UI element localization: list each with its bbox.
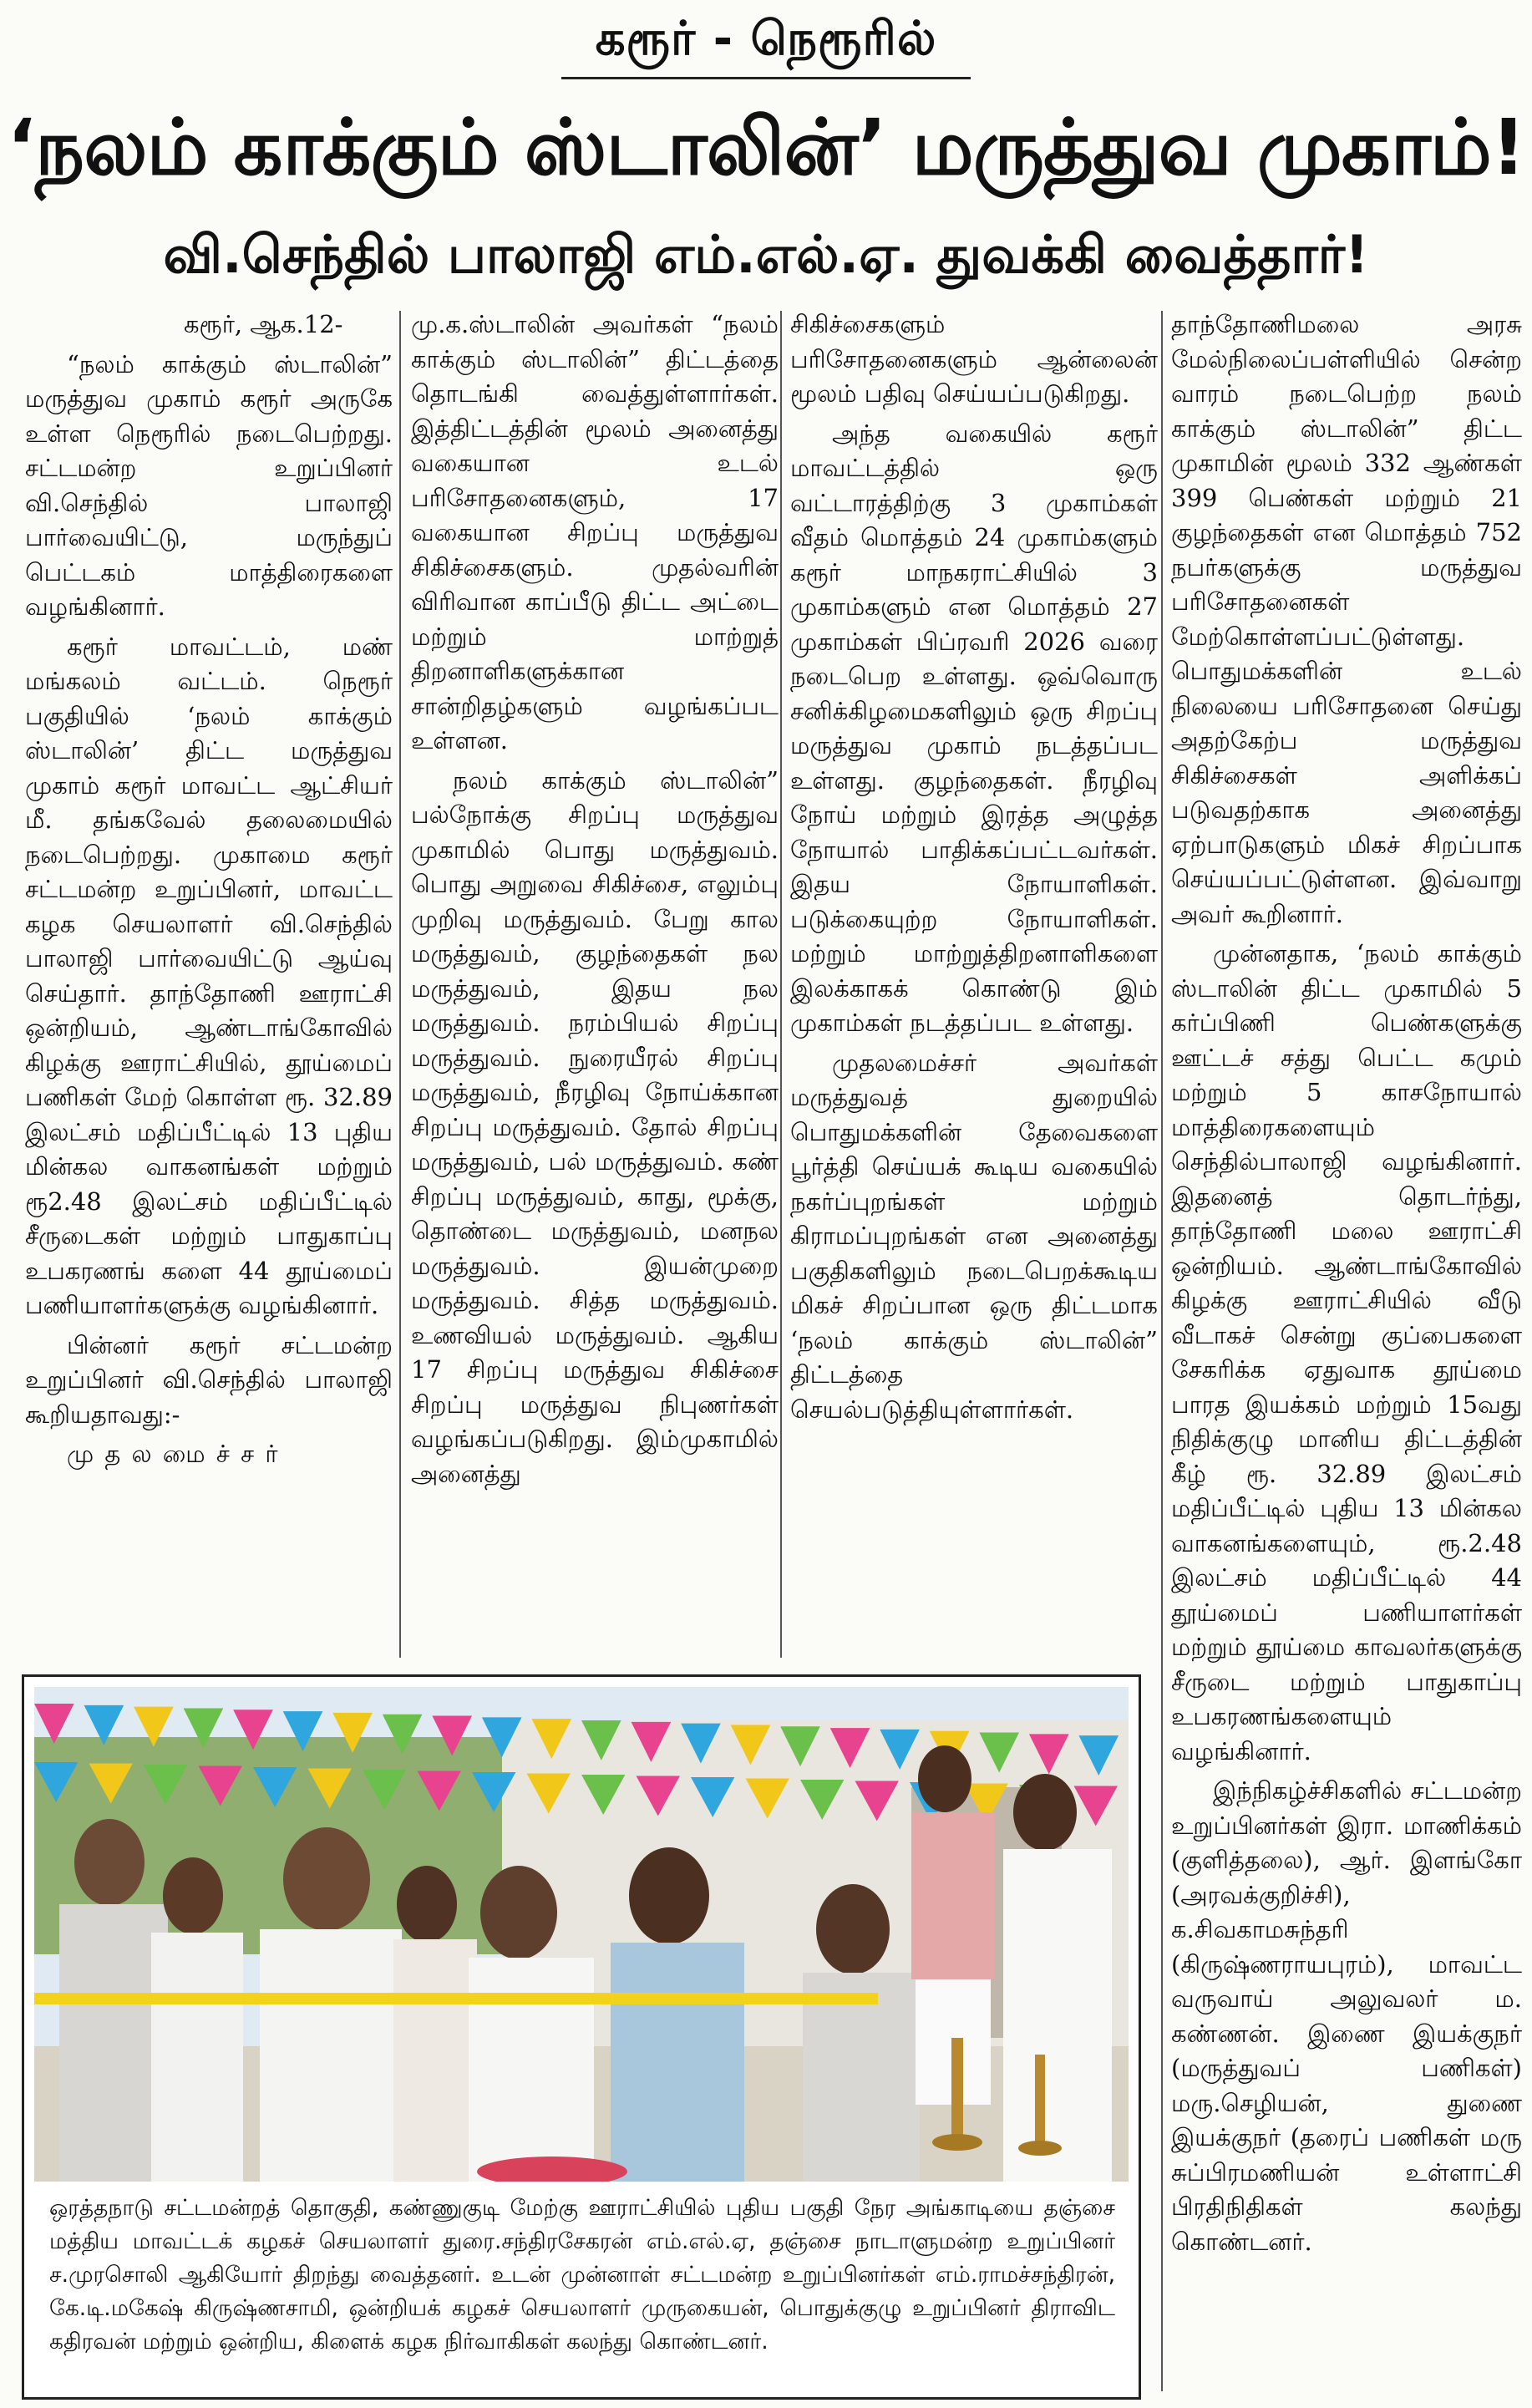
paragraph: அந்த வகையில் கரூர் மாவட்டத்தில் ஒரு வட்டாரத்திற்கு 3 முகாம்கள் வீதம் மொத்தம் 24 முகாம்களும் கரூர் மாநகராட்சியில் 3 முகாம்களும் என மொத்தம் 27 முகாம்கள் பிப்ரவரி 2026 வரை நடைபெற உள்ளது. ஒவ்வொரு சனிக்கிழமைகளிலும் ஒரு சிறப்பு மருத்துவ முகாம் நடத்தப்பட உள்ளது. குழந்தைகள். நீரழிவு நோய் மற்றும் இரத்த அழுத்த நோயால் பாதிக்கப்பட்டவர்கள். இதய நோயாளிகள். படுக்கையுற்ற நோயாளிகள். மற்றும் மாற்றுத்திறனாளிகளை இலக்காகக் கொண்டு இம் முகாம்கள் நடத்தப்பட உள்ளது. — [790, 419, 1158, 1037]
person-body — [393, 1939, 477, 2182]
person-head — [816, 1884, 890, 1974]
paragraph: மு த ல மை ச் ச ர் — [67, 1440, 280, 1468]
paragraph: இந்நிகழ்ச்சிகளில் சட்டமன்ற உறுப்பினர்கள் இரா. மாணிக்கம் (குளித்தலை), ஆர். இளங்கோ (அரவக்குறிச்சி), க.சிவகாமசுந்தரி (கிருஷ்ணராயபுரம்), மாவட்ட வருவாய் அலுவலர் ம. கண்ணன். இணை இயக்குநர் (மருத்துவப் பணிகள்) மரு.செழியன், துணை இயக்குநர் (தரைப் பணிகள் மரு சுப்பிரமணியன் உள்ளாட்சி பிரதிநிதிகள் கலந்து கொண்டனர். — [1171, 1776, 1522, 2256]
photo-ribbon — [34, 1993, 878, 2004]
column-divider — [1161, 311, 1163, 2391]
paragraph: கரூர் மாவட்டம், மண் மங்கலம் வட்டம். நெரூர் பகுதியில் ‘நலம் காக்கும் ஸ்டாலின்’ திட்ட மருத்துவ முகாம் கரூர் மாவட்ட ஆட்சியர் மீ. தங்கவேல் தலைமையில் நடைபெற்றது. முகாமை கரூர் சட்டமன்ற உறுப்பினர், மாவட்ட கழக செயலாளர் வி.செந்தில் பாலாஜி பார்வையிட்டு ஆய்வு செய்தார். தாந்தோணி ஊராட்சி ஒன்றியம், ஆண்டாங்கோவில் கிழக்கு ஊராட்சியில், தூய்மைப் பணிகள் மேற் கொள்ள ரூ. 32.89 இலட்சம் மதிப்பீட்டில் 13 புதிய மின்கல வாகனங்கள் மற்றும் ரூ2.48 இலட்சம் மதிப்பீட்டில் சீருடைகள் மற்றும் பாதுகாப்பு உபகரணங் களை 44 தூய்மைப் பணியாளர்களுக்கு வழங்கினார். — [25, 632, 393, 1319]
column-divider — [399, 311, 401, 1658]
paragraph: பின்னர் கரூர் சட்டமன்ற உறுப்பினர் வி.செந்தில் பாலாஜி கூறியதாவது:- — [25, 1330, 393, 1429]
person-head — [480, 1866, 557, 1959]
paragraph: முன்னதாக, ‘நலம் காக்கும் ஸ்டாலின் திட்ட முகாமில் 5 கர்ப்பிணி பெண்களுக்கு ஊட்டச் சத்து பெட்ட கமும் மற்றும் 5 காசநோயால் மாத்திரைகளையும் செந்தில்பாலாஜி வழங்கினார். இதனைத் தொடர்ந்து, தாந்தோணி மலை ஊராட்சி ஒன்றியம். ஆண்டாங்கோவில் கிழக்கு ஊராட்சியில் வீடு வீடாகச் சென்று குப்பைகளை சேகரிக்க ஏதுவாக தூய்மை பாரத இயக்கம் மற்றும் 15வது நிதிக்குழு மானிய திட்டத்தின் கீழ் ரூ. 32.89 இலட்சம் மதிப்பீட்டில் புதிய 13 மின்கல வாகனங்களையும், ரூ.2.48 இலட்சம் மதிப்பீட்டில் 44 தூய்மைப் பணியாளர்கள் மற்றும் தூய்மை காவலர்களுக்கு சீருடை மற்றும் பாதுகாப்பு உபகரணங்களையும் வழங்கினார். — [1171, 939, 1522, 1765]
paragraph: தாந்தோணிமலை அரசு மேல்நிலைப்பள்ளியில் சென்ற வாரம் நடைபெற்ற நலம் காக்கும் ஸ்டாலின்” திட்ட முகாமின் மூலம் 332 ஆண்கள் 399 பெண்கள் மற்றும் 21 குழந்தைகள் என மொத்தம் 752 நபர்களுக்கு மருத்துவ பரிசோதனைகள் மேற்கொள்ளப்பட்டுள்ளது. பொதுமக்களின் உடல் நிலையை பரிசோதனை செய்து அதற்கேற்ப மருத்துவ சிகிச்சைகள் அளிக்கப் படுவதற்காக அனைத்து ஏற்பாடுகளும் மிகச் சிறப்பாக செய்யப்பட்டுள்ளன. இவ்வாறு அவர் கூறினார். — [1171, 310, 1522, 928]
person-body — [1003, 1849, 1112, 2182]
kicker-rule — [561, 77, 971, 79]
column-divider — [780, 311, 782, 1658]
paragraph: சிகிச்சைகளும் பரிசோதனைகளும் ஆன்லைன் மூலம் பதிவு செய்யப்படுகிறது. — [790, 310, 1158, 408]
article-column-4 — [1171, 307, 1522, 2388]
person-head — [397, 1866, 457, 1943]
person-head — [629, 1847, 709, 1944]
paragraph: “நலம் காக்கும் ஸ்டாலின்” மருத்துவ முகாம் கரூர் அருகே உள்ள நெரூரில் நடைபெற்றது. சட்டமன்ற உறுப்பினர் வி.செந்தில் பாலாஜி பார்வையிட்டு, மருந்துப் பெட்டகம் மாத்திரைகளை வழங்கினார். — [25, 349, 393, 621]
lamp-base — [932, 2134, 982, 2151]
lamp — [951, 2038, 963, 2138]
lamp-base — [1018, 2141, 1062, 2156]
person-head — [283, 1827, 370, 1931]
paragraph: முதலமைச்சர் அவர்கள் மருத்துவத் துறையில் பொதுமக்களின் தேவைகளை பூர்த்தி செய்யக் கூடிய வகையில் நகர்ப்புறங்கள் மற்றும் கிராமப்புறங்கள் என அனைத்து பகுதிகளிலும் நடைபெறக்கூடிய மிகச் சிறப்பான ஒரு திட்டமாக ‘நலம் காக்கும் ஸ்டாலின்” திட்டத்தை செயல்படுத்தியுள்ளார்கள். — [790, 1048, 1158, 1424]
paragraph: நலம் காக்கும் ஸ்டாலின்” பல்நோக்கு சிறப்பு மருத்துவ முகாமில் பொது மருத்துவம். பொது அறுவை சிகிச்சை, எலும்பு முறிவு மருத்துவம். பேறு கால மருத்துவம், குழந்தைகள் நல மருத்துவம், இதய நல மருத்துவம். நரம்பியல் சிறப்பு மருத்துவம். நுரையீரல் சிறப்பு மருத்துவம், நீரழிவு நோய்க்கான சிறப்பு மருத்துவம். தோல் சிறப்பு மருத்துவம், பல் மருத்துவம். கண் சிறப்பு மருத்துவம், காது, மூக்கு, தொண்டை மருத்துவம், மனநல மருத்துவம். இயன்முறை மருத்துவம். சித்த மருத்துவம். உணவியல் மருத்துவம். ஆகிய 17 சிறப்பு மருத்துவ சிகிச்சை சிறப்பு மருத்துவ நிபுணர்கள் வழங்கப்படுகிறது. இம்முகாமில் அனைத்து — [411, 765, 779, 1488]
dateline: கரூர், ஆக.12- — [184, 310, 343, 338]
photo-caption: ஒரத்தநாடு சட்டமன்றத் தொகுதி, கண்ணுகுடி மேற்கு ஊராட்சியில் புதிய பகுதி நேர அங்காடியை தஞ்சை மத்திய மாவட்டக் கழகச் செயலாளர் துரை.சந்திரசேகரன் எம்.எல்.ஏ, தஞ்சை நாடாளுமன்ற உறுப்பினர் ச.முரசொலி ஆகியோர் திறந்து வைத்தனர். உடன் முன்னாள் சட்டமன்ற உறுப்பினர்கள் எம்.ராமச்சந்திரன், கே.டி.மகேஷ் கிருஷ்ணசாமி, ஒன்றியக் கழகச் செயலாளர் முருகையன், பொதுக்குழு உறுப்பினர் திராவிட கதிரவன் மற்றும் ஒன்றிய, கிளைக் கழக நிர்வாகிகள் கலந்து கொண்டனர். — [49, 2195, 1115, 2355]
article-column-3 — [790, 307, 1158, 1663]
person-body — [911, 1812, 995, 1979]
person-head — [918, 1745, 971, 1812]
article-column-1 — [25, 307, 393, 1663]
person-head — [74, 1819, 145, 1906]
person-body — [611, 1943, 744, 2182]
person-body — [469, 1958, 594, 2182]
ribbon-cutting-photo — [34, 1687, 1129, 2182]
lamp — [1035, 2055, 1045, 2146]
person-head — [1013, 1774, 1077, 1851]
kicker: கரூர் - நெரூரில் — [595, 12, 937, 66]
paragraph: மு.க.ஸ்டாலின் அவர்கள் “நலம் காக்கும் ஸ்டாலின்” திட்டத்தை தொடங்கி வைத்துள்ளார்கள். இத்திட்டத்தின் மூலம் அனைத்து வகையான உடல் பரிசோதனைகளும், 17 வகையான சிறப்பு மருத்துவ சிகிச்சைகளும். முதல்வரின் விரிவான காப்பீடு திட்ட அட்டை மற்றும் மாற்றுத் திறனாளிகளுக்கான சான்றிதழ்களும் வழங்கப்பட உள்ளன. — [411, 310, 779, 754]
headline: ‘நலம் காக்கும் ஸ்டாலின்’ மருத்துவ முகாம்! — [7, 103, 1525, 192]
person-body — [260, 1929, 402, 2182]
person-head — [163, 1857, 223, 1934]
event-photo — [34, 1687, 1129, 2182]
person-body — [151, 1933, 243, 2182]
photo-box — [22, 1674, 1141, 2400]
article-column-2 — [411, 307, 779, 1663]
subhead: வி.செந்தில் பாலாஜி எம்.எல்.ஏ. துவக்கி வைத்தார்! — [163, 224, 1369, 285]
